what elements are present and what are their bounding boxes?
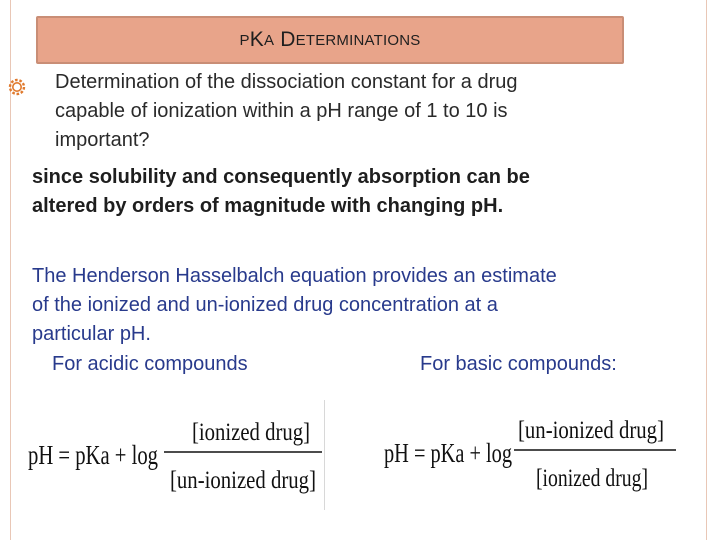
slide-title bbox=[36, 16, 624, 64]
basic-eq-numerator: [un-ionized drug] bbox=[518, 417, 664, 444]
basic-eq-lhs: pH = pKa + log bbox=[384, 438, 512, 468]
basic-label: For basic compounds: bbox=[420, 353, 617, 375]
henderson-line-3: particular pH. bbox=[32, 323, 151, 345]
acidic-eq-lhs: pH = pKa + log bbox=[28, 440, 158, 470]
gear-bullet-icon bbox=[8, 78, 26, 96]
acidic-label: For acidic compounds bbox=[52, 353, 248, 375]
bullet-paragraph bbox=[55, 68, 663, 155]
acidic-equation bbox=[24, 400, 325, 510]
basic-equation bbox=[378, 400, 678, 510]
title-a: A bbox=[263, 31, 275, 49]
henderson-line-1: The Henderson Hasselbalch equation provides an estimate bbox=[32, 265, 557, 287]
bullet-line-3: important? bbox=[55, 129, 150, 151]
reason-line-1: since solubility and consequently absorption can be bbox=[32, 166, 530, 188]
basic-eq-denominator: [ionized drug] bbox=[536, 465, 648, 492]
acidic-eq-denominator: [un-ionized drug] bbox=[170, 467, 316, 494]
title-k: K bbox=[249, 28, 264, 51]
acidic-eq-numerator: [ionized drug] bbox=[192, 419, 310, 446]
bullet-line-2: capable of ionization within a pH range of 1 to 10 is bbox=[55, 100, 508, 122]
title-rest: ETERMINATIONS bbox=[295, 31, 421, 49]
reason-line-2: altered by orders of magnitude with changing pH. bbox=[32, 195, 504, 217]
henderson-line-2: of the ionized and un-ionized drug concentration at a bbox=[32, 294, 498, 316]
bullet-line-1: Determination of the dissociation constant for a drug bbox=[55, 71, 518, 93]
right-border-line bbox=[706, 0, 707, 540]
reason-paragraph bbox=[32, 163, 663, 221]
henderson-paragraph bbox=[32, 262, 663, 349]
title-d: D bbox=[280, 28, 296, 51]
title-p: P bbox=[239, 31, 250, 49]
